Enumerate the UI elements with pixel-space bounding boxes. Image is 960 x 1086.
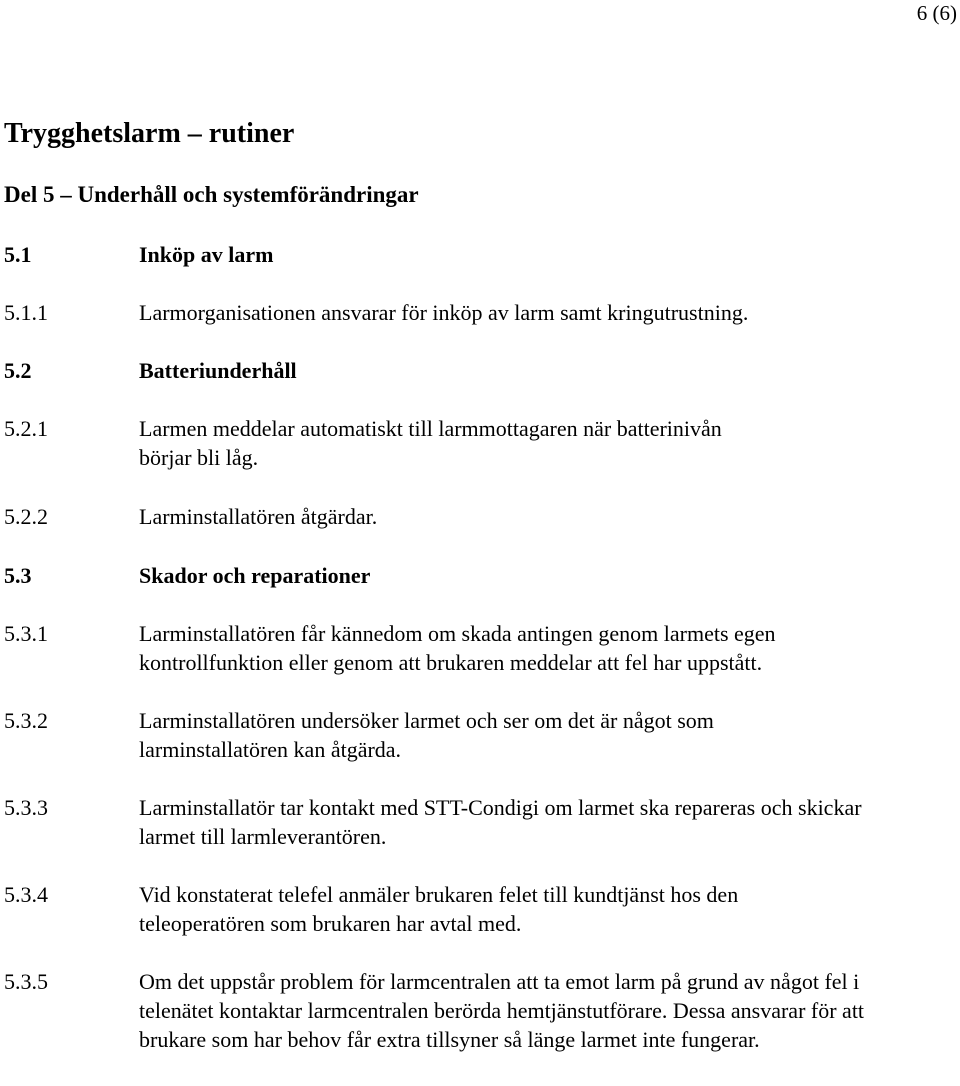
- section-number: 5.3.1: [4, 621, 48, 646]
- section-5-2: [4, 356, 944, 385]
- page-number: 6 (6): [916, 1, 957, 25]
- section-text: Larmen meddelar automatiskt till larmmottagaren när batterinivån börjar bli låg.: [139, 416, 722, 470]
- section-5-2-1: [4, 414, 944, 472]
- section-text: Larminstallatören åtgärdar.: [139, 504, 378, 529]
- part-heading: Del 5 – Underhåll och systemförändringar: [4, 182, 419, 207]
- section-text: Larmorganisationen ansvarar för inköp av larm samt kringutrustning.: [139, 300, 749, 325]
- section-text: Larminstallatören får kännedom om skada antingen genom larmets egen kontrollfunktion eller genom att brukaren meddelar att fel har uppstått.: [139, 621, 776, 675]
- document-title: Trygghetslarm – rutiner: [4, 118, 295, 149]
- section-number: 5.2.1: [4, 416, 48, 441]
- section-5-3: [4, 561, 944, 590]
- section-number: 5.3.2: [4, 708, 48, 733]
- section-5-3-2: [4, 706, 944, 764]
- section-5-1-1: [4, 298, 944, 327]
- section-5-3-3: [4, 793, 944, 851]
- section-text: Larminstallatör tar kontakt med STT-Condigi om larmet ska repareras och skickar larmet till larmleverantören.: [139, 795, 862, 849]
- section-number: 5.3: [4, 563, 32, 588]
- section-number: 5.1.1: [4, 300, 48, 325]
- section-number: 5.1: [4, 242, 32, 267]
- section-number: 5.3.4: [4, 882, 48, 907]
- section-heading: Inköp av larm: [139, 242, 274, 267]
- section-number: 5.3.3: [4, 795, 48, 820]
- section-number: 5.3.5: [4, 969, 48, 994]
- section-text: Vid konstaterat telefel anmäler brukaren felet till kundtjänst hos den teleoperatören som brukaren har avtal med.: [139, 882, 739, 936]
- section-heading: Batteriunderhåll: [139, 358, 297, 383]
- section-5-3-4: [4, 880, 944, 938]
- section-number: 5.2: [4, 358, 32, 383]
- section-5-3-5: [4, 967, 944, 1054]
- section-5-1: [4, 240, 944, 269]
- section-number: 5.2.2: [4, 504, 48, 529]
- section-text: Larminstallatören undersöker larmet och ser om det är något som larminstallatören kan åtgärda.: [139, 708, 714, 762]
- section-5-2-2: [4, 502, 944, 531]
- section-text: Om det uppstår problem för larmcentralen att ta emot larm på grund av något fel i telenätet kontaktar larmcentralen berörda hemtjänstutförare. Dessa ansvarar för att brukare som har behov får extra tillsyner så länge larmet inte fungerar.: [139, 969, 865, 1052]
- section-5-3-1: [4, 619, 944, 677]
- section-heading: Skador och reparationer: [139, 563, 371, 588]
